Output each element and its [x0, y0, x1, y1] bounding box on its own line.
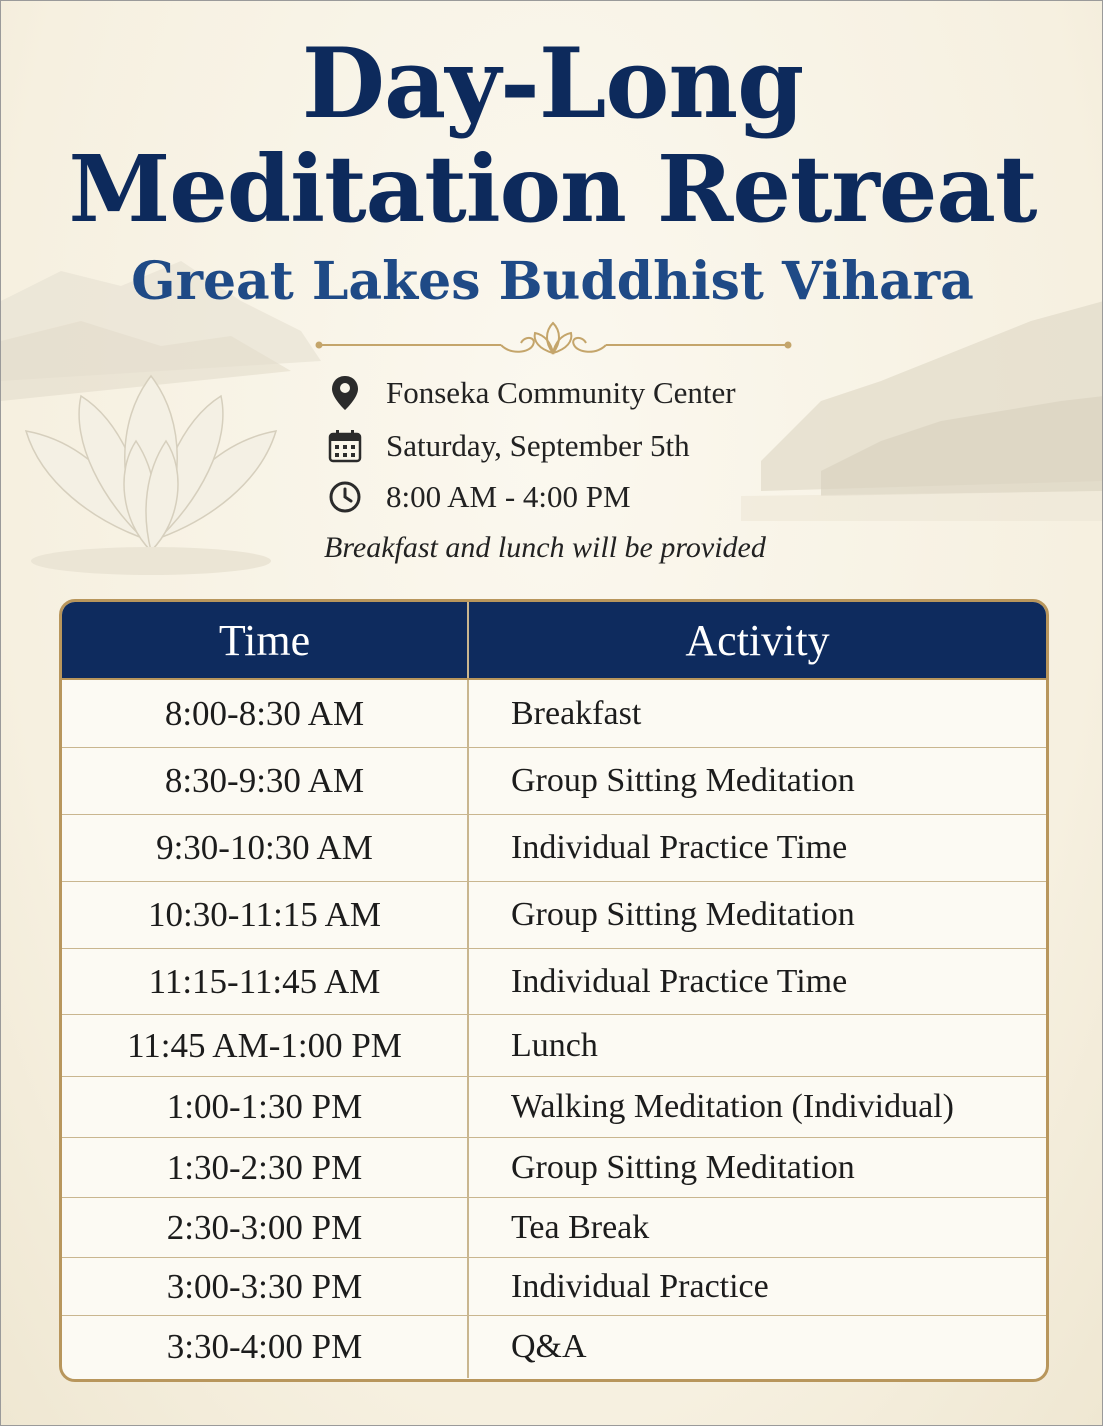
time-row — [326, 475, 631, 519]
row-activity: Group Sitting Meditation — [511, 1148, 855, 1186]
location-text: Fonseka Community Center — [386, 375, 736, 410]
date-row — [326, 424, 690, 468]
date-text: Saturday, September 5th — [386, 428, 690, 463]
header-time: Time — [62, 602, 469, 678]
map-pin-icon — [326, 374, 364, 412]
meal-note: Breakfast and lunch will be provided — [324, 531, 766, 564]
schedule-header — [62, 602, 1046, 680]
title-line-2: Meditation Retreat — [68, 135, 1037, 243]
clock-icon — [326, 478, 364, 516]
table-row — [62, 1315, 1046, 1378]
row-activity: Tea Break — [511, 1208, 650, 1246]
table-row — [62, 1197, 1046, 1257]
row-time: 1:00-1:30 PM — [62, 1077, 469, 1137]
ornamental-divider — [311, 319, 796, 365]
subtitle: Great Lakes Buddhist Vihara — [131, 251, 974, 312]
row-time: 11:45 AM-1:00 PM — [62, 1015, 469, 1076]
calendar-icon — [326, 427, 364, 465]
row-time: 8:00-8:30 AM — [62, 680, 469, 747]
header-activity: Activity — [685, 615, 830, 665]
schedule-body — [62, 680, 1046, 1378]
row-activity: Individual Practice — [511, 1267, 769, 1305]
table-row — [62, 1257, 1046, 1315]
row-activity: Q&A — [511, 1328, 587, 1365]
row-activity: Group Sitting Meditation — [511, 762, 855, 799]
row-activity: Breakfast — [511, 694, 642, 732]
row-time: 10:30-11:15 AM — [62, 882, 469, 948]
location-row — [326, 371, 736, 415]
table-row — [62, 747, 1046, 814]
table-row — [62, 881, 1046, 948]
row-activity: Walking Meditation (Individual) — [511, 1088, 954, 1125]
row-activity: Individual Practice Time — [511, 962, 848, 1000]
row-time: 1:30-2:30 PM — [62, 1138, 469, 1197]
table-row — [62, 948, 1046, 1014]
row-time: 11:15-11:45 AM — [62, 949, 469, 1014]
row-time: 3:30-4:00 PM — [62, 1316, 469, 1378]
row-activity: Group Sitting Meditation — [511, 896, 855, 933]
title-line-1: Day-Long — [301, 27, 804, 140]
table-row — [62, 680, 1046, 747]
row-time: 9:30-10:30 AM — [62, 815, 469, 881]
table-row — [62, 1014, 1046, 1076]
table-row — [62, 814, 1046, 881]
row-time: 8:30-9:30 AM — [62, 748, 469, 814]
table-row — [62, 1137, 1046, 1197]
table-row — [62, 1076, 1046, 1137]
row-time: 2:30-3:00 PM — [62, 1198, 469, 1257]
time-text: 8:00 AM - 4:00 PM — [386, 479, 631, 514]
schedule-table — [59, 599, 1049, 1382]
row-time: 3:00-3:30 PM — [62, 1258, 469, 1315]
row-activity: Lunch — [511, 1026, 598, 1064]
lotus-icon — [26, 376, 276, 575]
row-activity: Individual Practice Time — [511, 829, 848, 866]
